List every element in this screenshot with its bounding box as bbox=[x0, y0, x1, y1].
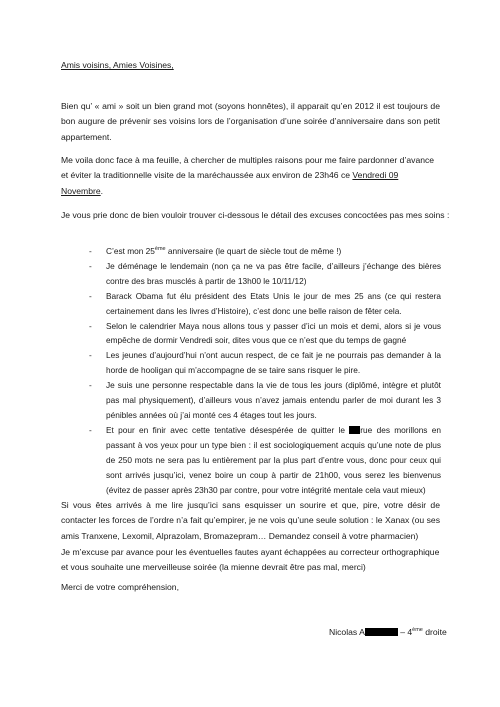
list-dash: - bbox=[89, 380, 92, 391]
excuse-1-end: anniversaire (le quart de siècle tout de même !) bbox=[165, 246, 342, 256]
xanax-paragraph: Si vous êtes arrivés à me lire jusqu’ici sans esquisser un sourire et que, pire, votre désir de contacter les forces de l’ordre n’a fait qu’empirer, je ne vois qu’une seule solution : le Xanax (ou ses amis Tranxene, Lexomil, Alprazolam, Bromazepram… Demandez conseil à votre pharmacien) bbox=[61, 500, 440, 541]
list-dash: - bbox=[89, 350, 92, 361]
greeting: Amis voisins, Amies Voisines, bbox=[61, 60, 174, 70]
redacted-street-number bbox=[349, 426, 360, 434]
excuse-6-text: Je suis une personne respectable dans la vie de tous les jours (diplômé, intègre et plutôt pas mal physiquement), d’ailleurs vous n’avez jamais entendu parler de moi durant les 3 pénibles années où j’ai monté ces 4 étages tout les jours. bbox=[106, 380, 441, 420]
excuse-1-text: C’est mon 25 bbox=[106, 246, 155, 256]
redacted-surname bbox=[365, 628, 398, 636]
apology-paragraph: Je m’excuse par avance pour les éventuelles fautes ayant échappées au correcteur orthographique et vous souhaite une merveilleuse soirée (la mienne devrait être pas mal, merci) bbox=[61, 547, 440, 573]
signature-name: Nicolas A bbox=[329, 627, 365, 637]
purpose-paragraph bbox=[61, 153, 440, 199]
signature-floor-sup: ème bbox=[412, 627, 423, 634]
list-dash: - bbox=[89, 260, 92, 271]
list-dash: - bbox=[89, 424, 92, 435]
list-item bbox=[89, 259, 441, 289]
excuse-4-text: Selon le calendrier Maya nous allons tous y passer d’ici un mois et demi, alors si je vous empêche de dormir Vendredi soir, dites vous que ce n’est que du temps de gagné bbox=[106, 320, 441, 346]
excuse-7-text: Et pour en finir avec cette tentative désespérée de quitter le bbox=[106, 424, 350, 435]
purpose-end: . bbox=[100, 185, 104, 196]
list-dash: - bbox=[89, 320, 92, 331]
signature-floor: – 4 bbox=[397, 627, 413, 637]
purpose-text: Me voila donc face à ma feuille, à chercher de multiples raisons pour me faire pardonner d’avance et éviter la traditionnelle visite de la maréchaussée aux environ de 23h46 ce bbox=[61, 155, 435, 181]
list-item bbox=[89, 244, 441, 259]
thanks-line: Merci de votre compréhension, bbox=[61, 582, 179, 592]
signature-side: droite bbox=[422, 627, 447, 637]
list-item bbox=[89, 319, 441, 349]
list-item bbox=[89, 348, 441, 378]
excuse-7-end: rue des morillons en passant à vos yeux pour un type bien : il est sociologiquement acquis qu’une note de plus de 250 mots ne sera pas lu entièrement par la plus part d’entre vous, donc pour ceux qui sont arrivés jusqu’ici, venez boire un coup à partir de 21h00, vous serez les bienvenus (évitez de passer après 23h30 par contre, pour votre intégrité mentale cela vaut mieux) bbox=[106, 424, 441, 495]
party-date: Vendredi 09 Novembre bbox=[61, 170, 399, 196]
excuse-2-text: Je déménage le lendemain (non ça ne va pas être facile, d’ailleurs j’échange des bières contre des bras musclés à partir de 13h00 le 10/11/12) bbox=[106, 260, 441, 286]
list-item bbox=[89, 423, 441, 498]
list-item bbox=[89, 378, 441, 423]
list-dash: - bbox=[89, 290, 92, 301]
intro-paragraph: Bien qu’ « ami » soit un bien grand mot (soyons honnêtes), il apparait qu’en 2012 il est toujours de bon augure de prévenir ses voisins lors de l’organisation d’une soirée d’anniversaire dans son petit appartement. bbox=[61, 101, 440, 142]
excuses-list bbox=[89, 244, 441, 497]
excuse-3-text: Barack Obama fut élu président des Etats Unis le jour de mes 25 ans (ce qui restera certainement dans les livres d’Histoire), c’est donc une belle raison de fêter cela. bbox=[106, 290, 441, 316]
excuse-5-text: Les jeunes d’aujourd’hui n’ont aucun respect, de ce fait je ne pourrais pas demander à la horde de hooligan qui m’accompagne de se taire sans risquer le pire. bbox=[106, 350, 441, 376]
signature bbox=[329, 627, 447, 637]
excuses-intro: Je vous prie donc de bien vouloir trouver ci-dessous le détail des excuses concoctées pas mes soins : bbox=[61, 210, 450, 220]
list-dash: - bbox=[89, 246, 92, 256]
list-item bbox=[89, 289, 441, 319]
excuse-1-sup: ème bbox=[154, 246, 166, 253]
